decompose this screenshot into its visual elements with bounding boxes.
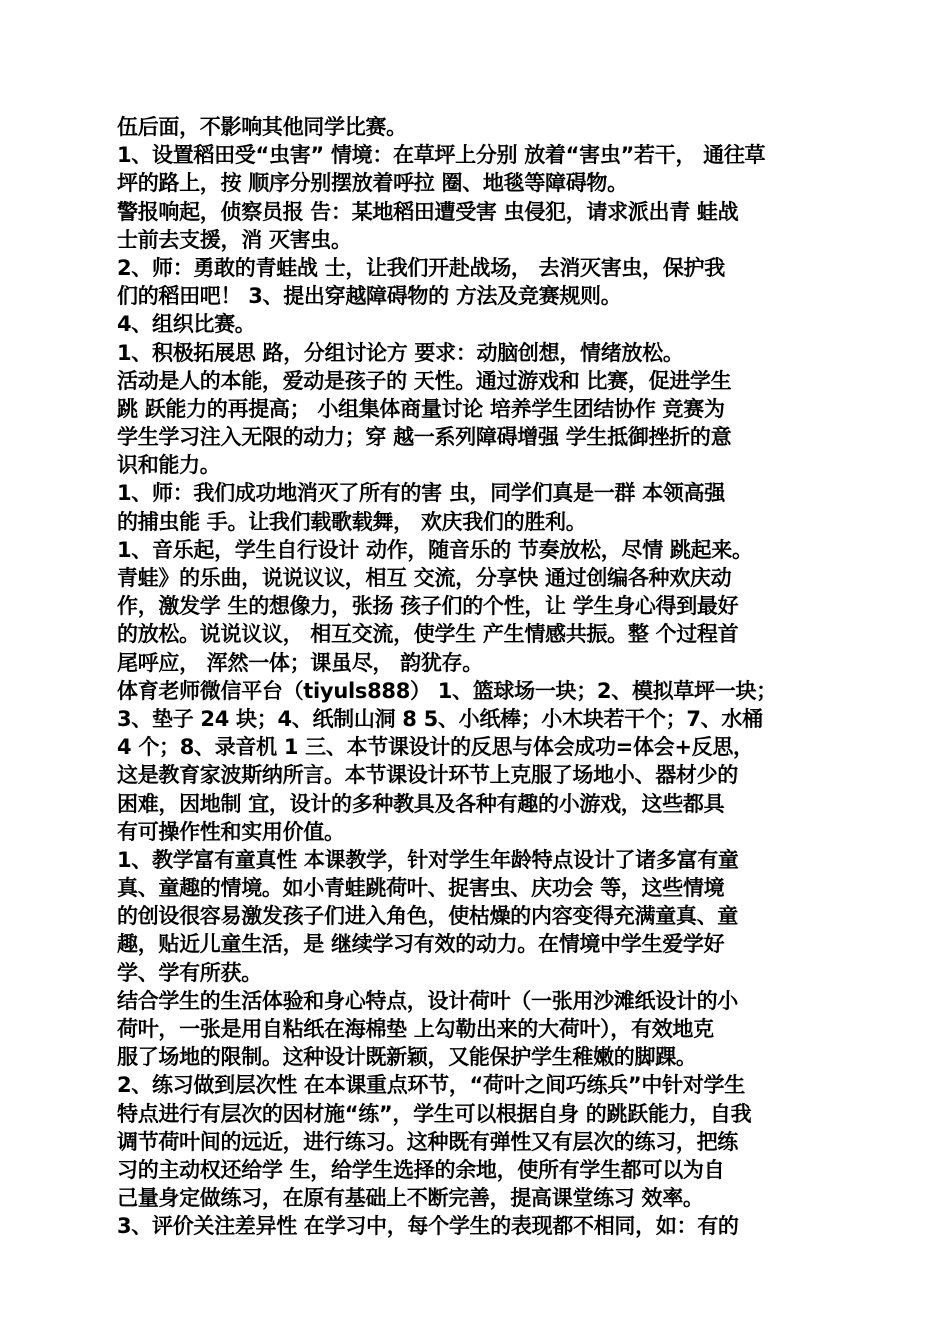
text-line: 1、音乐起，学生自行设计 动作，随音乐的 节奏放松，尽情 跳起来。 bbox=[117, 537, 753, 562]
text-line: 趣，贴近儿童生活，是 继续学习有效的动力。在情境中学生爱学好 bbox=[117, 932, 725, 957]
text-line: 有可操作性和实用价值。 bbox=[117, 819, 345, 844]
text-line: 结合学生的生活体验和身心特点，设计荷叶（一张用沙滩纸设计的小 bbox=[117, 988, 738, 1013]
text-line: 2、练习做到层次性 在本课重点环节，“荷叶之间巧练兵”中针对学生 bbox=[117, 1073, 745, 1098]
text-line: 1、师：我们成功地消灭了所有的害 虫，同学们真是一群 本领高强 bbox=[117, 481, 725, 506]
text-line: 活动是人的本能，爱动是孩子的 天性。通过游戏和 比赛，促进学生 bbox=[117, 368, 732, 393]
text-line: 特点进行有层次的因材施“练”，学生可以根据自身 的跳跃能力，自我 bbox=[117, 1101, 752, 1126]
text-line: 尾呼应， 浑然一体；课虽尽， 韵犹存。 bbox=[117, 650, 483, 675]
text-line: 们的稻田吧！ 3、提出穿越障碍物的 方法及竞赛规则。 bbox=[117, 284, 622, 309]
text-line: 习的主动权还给学 生，给学生选择的余地，使所有学生都可以为自 bbox=[117, 1157, 725, 1182]
text-line: 困难，因地制 宜，设计的多种教具及各种有趣的小游戏，这些都具 bbox=[117, 791, 725, 816]
text-line: 伍后面，不影响其他同学比赛。 bbox=[117, 115, 407, 139]
text-line: 学、学有所获。 bbox=[117, 960, 262, 985]
text-line: 4 个；8、录音机 1 三、本节课设计的反思与体会成功=体会+反思， bbox=[117, 735, 754, 760]
text-line: 青蛙》的乐曲，说说议议，相互 交流，分享快 通过创编各种欢庆动 bbox=[117, 566, 732, 590]
text-line: 跳 跃能力的再提高； 小组集体商量讨论 培养学生团结协作 竞赛为 bbox=[117, 396, 725, 421]
text-line: 作，激发学 生的想像力，张扬 孩子们的个性，让 学生身心得到最好 bbox=[117, 594, 739, 619]
text-line: 1、积极拓展思 路，分组讨论方 要求：动脑创想，情绪放松。 bbox=[117, 340, 684, 365]
text-line: 学生学习注入无限的动力；穿 越一系列障碍增强 学生抵御挫折的意 bbox=[117, 425, 732, 450]
text-line: 1、设置稻田受“虫害” 情境：在草坪上分别 放着“害虫”若干， 通往草 bbox=[117, 143, 766, 168]
text-line: 的创设很容易激发孩子们进入角色，使枯燥的内容变得充满童真、童 bbox=[117, 904, 738, 929]
text-line: 1、教学富有童真性 本课教学，针对学生年龄特点设计了诸多富有童 bbox=[117, 847, 739, 872]
text-line: 体育老师微信平台（tiyuls888） 1、篮球场一块；2、模拟草坪一块； bbox=[117, 678, 777, 703]
text-line: 警报响起，侦察员报 告：某地稻田遭受害 虫侵犯，请求派出青 蛙战 bbox=[117, 199, 739, 224]
text-line: 己量身定做练习，在原有基础上不断完善，提高课堂练习 效率。 bbox=[117, 1186, 704, 1211]
text-line: 2、师：勇敢的青蛙战 士，让我们开赴战场， 去消灭害虫，保护我 bbox=[117, 255, 725, 280]
text-line: 识和能力。 bbox=[117, 453, 221, 478]
text-line: 坪的路上，按 顺序分别摆放着呼拉 圈、地毯等障碍物。 bbox=[117, 171, 628, 196]
document-body bbox=[117, 113, 837, 1241]
text-line: 的放松。说说议议， 相互交流，使学生 产生情感共振。整 个过程首 bbox=[117, 622, 739, 647]
text-line: 的捕虫能 手。让我们载歌载舞， 欢庆我们的胜利。 bbox=[117, 509, 587, 534]
text-line: 这是教育家波斯纳所言。本节课设计环节上克服了场地小、器材少的 bbox=[117, 763, 738, 788]
text-line: 服了场地的限制。这种设计既新颖，又能保护学生稚嫩的脚踝。 bbox=[117, 1045, 697, 1070]
text-line: 3、评价关注差异性 在学习中，每个学生的表现都不相同，如：有的 bbox=[117, 1214, 739, 1239]
text-line: 调节荷叶间的远近，进行练习。这种既有弹性又有层次的练习，把练 bbox=[117, 1129, 738, 1154]
text-line: 真、童趣的情境。如小青蛙跳荷叶、捉害虫、庆功会 等，这些情境 bbox=[117, 876, 725, 901]
text-line: 4、组织比赛。 bbox=[117, 312, 256, 337]
text-line: 荷叶，一张是用自粘纸在海棉垫 上勾勒出来的大荷叶），有效地克 bbox=[117, 1017, 714, 1041]
text-line: 士前去支援，消 灭害虫。 bbox=[117, 227, 352, 252]
text-line: 3、垫子 24 块；4、纸制山洞 8 5、小纸棒；小木块若干个；7、水桶 bbox=[117, 706, 763, 731]
